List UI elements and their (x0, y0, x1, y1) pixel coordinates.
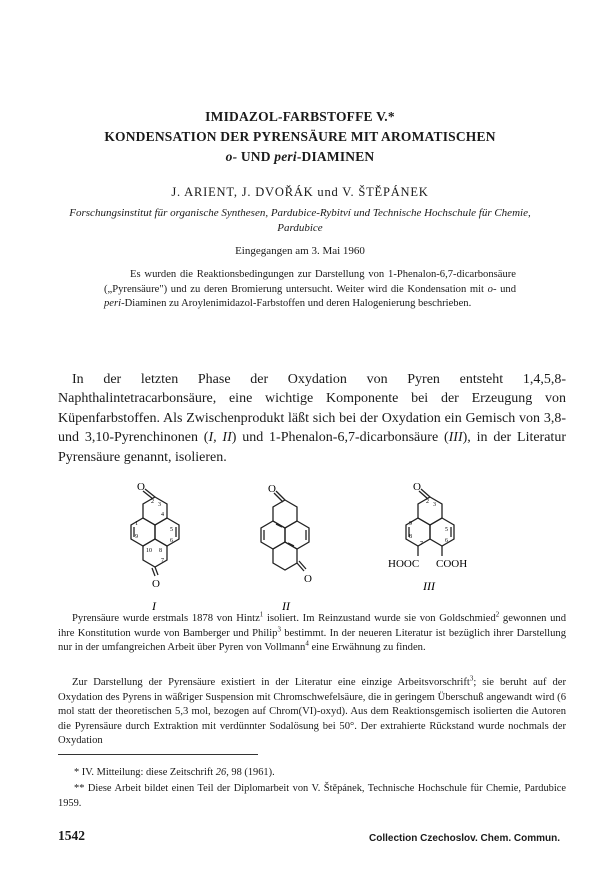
structure-i-locant-1: 1 (135, 521, 138, 527)
title-line-2: KONDENSATION DER PYRENSÄURE MIT AROMATISCHEN (104, 129, 496, 144)
structure-i-locant-6: 6 (170, 538, 173, 544)
structure-i-oxygen-top: O (137, 481, 145, 493)
structure-iii-locant-9: 9 (409, 521, 412, 527)
received-date: Eingegangen am 3. Mai 1960 (235, 245, 365, 257)
body-paragraph-1: Pyrensäure wurde erstmals 1878 von Hintz$^1$ isoliert. Im Reinzustand wurde sie von Goldschmied$^2$ gewonnen und ihre Konstitution wurde von Bamberger und Philip$^3$ bestimmt. In der neueren Literatur ist bezüglich ihrer Darstellung nur in der umfangreichen Arbeit über Pyren von Vollmann$^4$ eine Erwähnung zu finden. (58, 610, 567, 654)
structure-iii (406, 489, 454, 556)
title-line-1: IMIDAZOL-FARBSTOFFE V.* (205, 109, 395, 124)
structure-i-locant-8: 8 (159, 548, 162, 554)
structure-iii-locant-3: 3 (433, 502, 436, 508)
page-number: 1542 (58, 828, 85, 843)
structure-i-locant-4: 4 (161, 512, 164, 518)
structure-figure (0, 472, 600, 613)
structure-i-locant-3: 3 (158, 502, 161, 508)
authors: J. ARIENT, J. DVOŘÁK und V. ŠTĚPÁNEK (171, 185, 429, 199)
footnote-2: ** Diese Arbeit bildet einen Teil der Diplomarbeit von V. Štěpánek, Technische Hochschule für Chemie, Pardubice 1959. (58, 783, 566, 809)
structure-iii-locant-6: 6 (445, 538, 448, 544)
structure-iii-oxygen: O (413, 481, 421, 493)
structure-i-label: I (152, 599, 156, 613)
intro-paragraph: In der letzten Phase der Oxydation von Pyren entsteht 1,4,5,8-Naphthalintetracarbonsäure, eine wichtige Komponente bei der Erzeugung von Küpenfarbstoffen. Als Zwischenprodukt läßt sich bei der Oxydation ein Gemisch von 3,8- und 3,10-Pyrenchinonen (I, II) und 1-Phenalon-6,7-dicarbonsäure (III), in der Literatur Pyrensäure genannt, isolieren. (58, 372, 566, 465)
affiliation: Forschungsinstitut für organische Synthesen, Pardubice-Rybitví und Technische Hochschule für Chemie, Pardubice (69, 207, 531, 234)
footnote-rule (58, 754, 258, 755)
structure-iii-label: III (423, 579, 435, 593)
structure-i-locant-5: 5 (170, 527, 173, 533)
structure-i-oxygen-bottom: O (152, 578, 160, 590)
structure-iii-hooc: HOOC (388, 558, 420, 570)
structure-iii-locant-8: 8 (409, 534, 412, 540)
body-paragraph-2: Zur Darstellung der Pyrensäure existiert in der Literatur eine einzige Arbeitsvorschrift$^3$; sie beruht auf der Oxydation des Pyrens in wäßriger Suspension mit Chromschwefelsäure, die in geringem Überschuß angewandt wird (6 mol statt der theoretischen 5,3 mol, bezogen auf Chrom(VI)-oxyd). Aus dem Reaktionsgemisch isolierten die Autoren die Pyrensäure durch Extraktion mit verdünnter Sodalösung bei 50°. Der extrahierte Rückstand wurde nochmals der Oxydation (58, 674, 566, 747)
structure-i-locant-2: 2 (151, 499, 154, 505)
structure-iii-locant-5: 5 (445, 527, 448, 533)
structure-ii-label: II (282, 599, 290, 613)
structure-i-locant-7: 7 (161, 558, 164, 564)
structure-ii-oxygen-bottom: O (304, 573, 312, 585)
journal-name: Collection Czechoslov. Chem. Commun. (369, 833, 560, 844)
structure-ii (261, 491, 309, 571)
structure-i-locant-10: 10 (146, 548, 152, 554)
abstract: Es wurden die Reaktionsbedingungen zur Darstellung von 1-Phenalon-6,7-dicarbonsäure („Pyrensäure") und zu deren Bromierung untersucht. Weiter wird die Kondensation mit o- und peri-Diaminen zu Aroylenimidazol-Farbstoffen und deren Halogenierung beschrieben. (104, 269, 516, 310)
structure-iii-locant-7: 7 (420, 541, 423, 547)
structure-iii-locant-2: 2 (426, 499, 429, 505)
title-line-3: o- UND peri-DIAMINEN (225, 149, 375, 164)
structure-ii-oxygen-top: O (268, 483, 276, 495)
footnote-1: * IV. Mitteilung: diese Zeitschrift 26, 98 (1961). (74, 767, 275, 778)
structure-iii-cooh: COOH (436, 558, 468, 570)
structure-i-locant-9: 9 (135, 534, 138, 540)
